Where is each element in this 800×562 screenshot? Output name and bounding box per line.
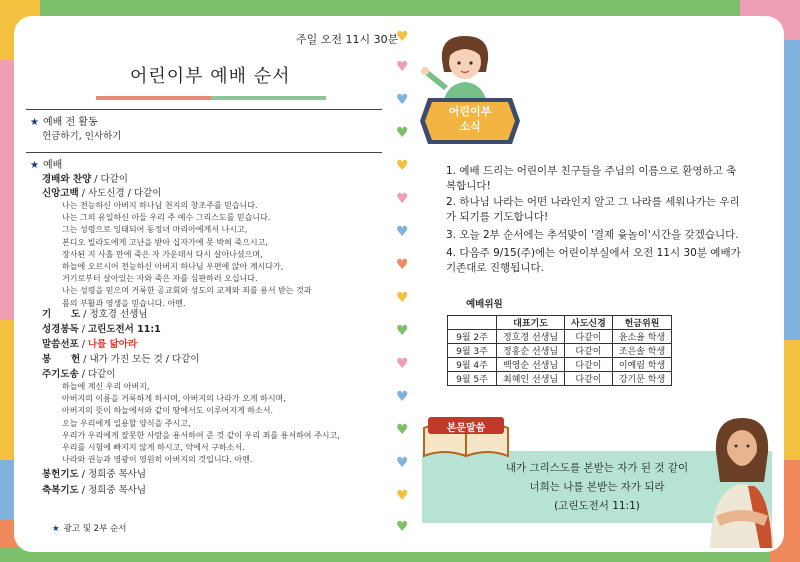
worship-heading-text: 예배: [42, 160, 63, 171]
duty-table: [447, 315, 672, 386]
table-header-row: [448, 316, 672, 330]
order-value: / 정호경 선생님: [80, 309, 148, 320]
creed-line: 본디오 빌라도에게 고난을 받아 십자가에 못 박혀 죽으시고,: [62, 237, 268, 247]
news-badge: [418, 104, 522, 134]
verse-banner-text: 본문말씀: [446, 423, 486, 434]
duty-title: 예배위원: [466, 299, 503, 310]
order-label: 신앙고백: [42, 188, 79, 199]
order-item-reading: [42, 321, 161, 335]
service-time: 주일 오전 11시 30분: [296, 33, 399, 46]
table-cell: 이예림 학생: [612, 358, 671, 372]
table-cell: 9월 3주: [448, 344, 497, 358]
heart-icon: ♥: [396, 455, 409, 471]
verse-reference: (고린도전서 11:1): [554, 500, 640, 512]
lords-prayer-line: 아버지의 뜻이 하늘에서와 같이 땅에서도 이루어지게 하소서.: [62, 406, 273, 416]
footer-note-text: 광고 및 2부 순서: [63, 524, 127, 534]
table-row: [448, 344, 672, 358]
table-row: [448, 358, 672, 372]
star-icon: ★: [52, 524, 60, 534]
order-value: /: [78, 339, 88, 350]
order-item-offering: [42, 351, 200, 365]
table-cell: 다같이: [565, 330, 613, 344]
worship-heading: [30, 156, 62, 171]
order-item-offertory-prayer: [42, 466, 146, 480]
order-label: 말씀선포: [42, 339, 79, 350]
creed-line: 몸의 부활과 영생을 믿습니다. 아멘.: [62, 298, 186, 308]
heart-icon: ♥: [396, 356, 409, 372]
table-cell: 9월 4주: [448, 358, 497, 372]
creed-line: 나는 성령을 믿으며 거룩한 공교회와 성도의 교제와 죄를 용서 받는 것과: [62, 286, 312, 296]
creed-text: [62, 200, 312, 310]
order-value: / 다같이: [78, 369, 116, 380]
heart-icon: ♥: [396, 488, 409, 504]
sermon-title: 나를 닮아라: [87, 339, 138, 350]
heart-icon: ♥: [396, 257, 409, 273]
page-title: 어린이부 예배 순서: [130, 66, 291, 87]
table-cell: 백영순 선생님: [497, 358, 565, 372]
heart-icon: ♥: [396, 224, 409, 240]
creed-line: 하늘에 오르시어 전능하신 아버지 하나님 우편에 앉아 계시다가,: [62, 262, 284, 272]
table-header: 헌금위원: [612, 316, 671, 330]
footer-note: [52, 522, 126, 534]
verse-line2: 너희는 나를 본받는 자가 되라: [529, 481, 665, 493]
heart-icon: ♥: [396, 191, 409, 207]
creed-line: 그는 성령으로 잉태되어 동정녀 마리아에게서 나시고,: [62, 225, 248, 235]
divider: [26, 152, 382, 153]
order-label: 축복기도: [42, 485, 79, 496]
order-value: / 다같이: [91, 174, 128, 185]
table-header: 사도신경: [565, 316, 613, 330]
order-item-sermon: [42, 336, 137, 350]
table-header: [448, 316, 497, 330]
table-cell: 다같이: [565, 372, 613, 386]
table-cell: 조은솔 학생: [612, 344, 671, 358]
order-label: 주기도송: [42, 369, 79, 380]
star-icon: ★: [30, 117, 39, 128]
lords-prayer-line: 아버지의 이름을 거룩하게 하시며, 아버지의 나라가 오게 하시며,: [62, 394, 286, 404]
lords-prayer-line: 우리가 우리에게 잘못한 사람을 용서하여 준 것 같이 우리 죄를 용서하여 주시고,: [62, 430, 340, 440]
lords-prayer-line: 우리를 시험에 빠지지 않게 하시고, 악에서 구하소서.: [62, 443, 245, 453]
creed-line: 나는 그의 유일하신 아들 우리 주 예수 그리스도를 믿습니다.: [62, 213, 271, 223]
table-cell: 윤소율 학생: [612, 330, 671, 344]
notice-item: 2. 하나님 나라는 어떤 나라인지 알고 그 나라를 세워나가는 우리가 되기를 기도합니다!: [446, 196, 740, 223]
notice-item: 4. 다음주 9/15(주)에는 어린이부실에서 오전 11시 30분 예배가 기존대로 진행됩니다.: [446, 247, 741, 274]
order-item-benediction: [42, 482, 146, 496]
heart-icon: ♥: [396, 59, 409, 75]
order-label: 성경봉독: [42, 324, 79, 335]
heart-icon: ♥: [396, 125, 409, 141]
table-cell: 정호경 선생님: [497, 330, 565, 344]
heart-icon: ♥: [396, 290, 409, 306]
order-value: /: [78, 324, 88, 335]
lords-prayer-line: 하늘에 계신 우리 아버지,: [62, 382, 150, 391]
table-cell: 다같이: [565, 358, 613, 372]
order-label: 봉 헌: [42, 354, 81, 365]
order-item-lords-prayer: [42, 366, 116, 380]
star-icon: ★: [30, 160, 39, 171]
lords-prayer-line: 오늘 우리에게 일용할 양식을 주시고,: [62, 418, 191, 428]
heart-icon: ♥: [396, 519, 409, 535]
table-cell: 9월 2주: [448, 330, 497, 344]
table-cell: 최혜인 선생님: [497, 372, 565, 386]
order-item-praise: [42, 171, 128, 185]
order-label: 경배와 찬양: [42, 174, 92, 185]
heart-icon: ♥: [396, 29, 409, 45]
order-item-creed: [42, 185, 161, 199]
heart-icon: ♥: [396, 422, 409, 438]
table-cell: 정홍순 선생님: [497, 344, 565, 358]
pre-worship-text: 헌금하기, 인사하기: [42, 131, 122, 142]
creed-line: 거기로부터 살아있는 자와 죽은 자를 심판하러 오십니다.: [62, 274, 258, 284]
scripture-reference: 고린도전서 11:1: [87, 324, 161, 335]
title-underline-green: [211, 96, 326, 100]
order-item-prayer: [42, 306, 148, 320]
badge-line1: 어린이부: [448, 105, 492, 118]
title-underline-orange: [96, 96, 211, 100]
divider: [26, 109, 382, 110]
pre-worship-heading-text: 예배 전 활동: [42, 117, 98, 128]
order-value: / 정희중 목사님: [78, 469, 147, 480]
heart-icon: ♥: [396, 389, 409, 405]
order-label: 기 도: [42, 309, 81, 320]
lords-prayer-text: [62, 381, 340, 466]
order-value: / 내가 가진 모든 것 / 다같이: [80, 354, 200, 365]
jesus-illustration: [702, 412, 780, 548]
table-cell: 다같이: [565, 344, 613, 358]
heart-icon: ♥: [396, 92, 409, 108]
notice-item: 1. 예배 드리는 어린이부 친구들을 주님의 이름으로 환영하고 축복합니다!: [446, 165, 737, 192]
verse-line1: 내가 그리스도를 본받는 자가 된 것 같이: [505, 462, 689, 474]
table-cell: 9월 5주: [448, 372, 497, 386]
order-label: 봉헌기도: [42, 469, 79, 480]
order-value: / 정희중 목사님: [78, 485, 147, 496]
table-cell: 강기문 학생: [612, 372, 671, 386]
table-row: [448, 330, 672, 344]
heart-icon: ♥: [396, 323, 409, 339]
pre-worship-heading: [30, 113, 98, 128]
order-value: / 사도신경 / 다같이: [78, 188, 162, 199]
notice-item: 3. 오늘 2부 순서에는 추석맞이 '결제 윷놀이'시간을 갖겠습니다.: [446, 229, 739, 241]
table-row: [448, 372, 672, 386]
creed-line: 장사된 지 사흘 만에 죽은 자 가운데서 다시 살아나셨으며,: [62, 249, 263, 259]
table-header: 대표기도: [497, 316, 565, 330]
heart-icon: ♥: [396, 158, 409, 174]
creed-line: 나는 전능하신 아버지 하나님 천지의 창조주를 믿습니다.: [62, 201, 258, 210]
lords-prayer-line: 나라와 권능과 영광이 영원히 아버지의 것입니다. 아멘.: [62, 455, 253, 465]
badge-line2: 소식: [459, 120, 481, 133]
